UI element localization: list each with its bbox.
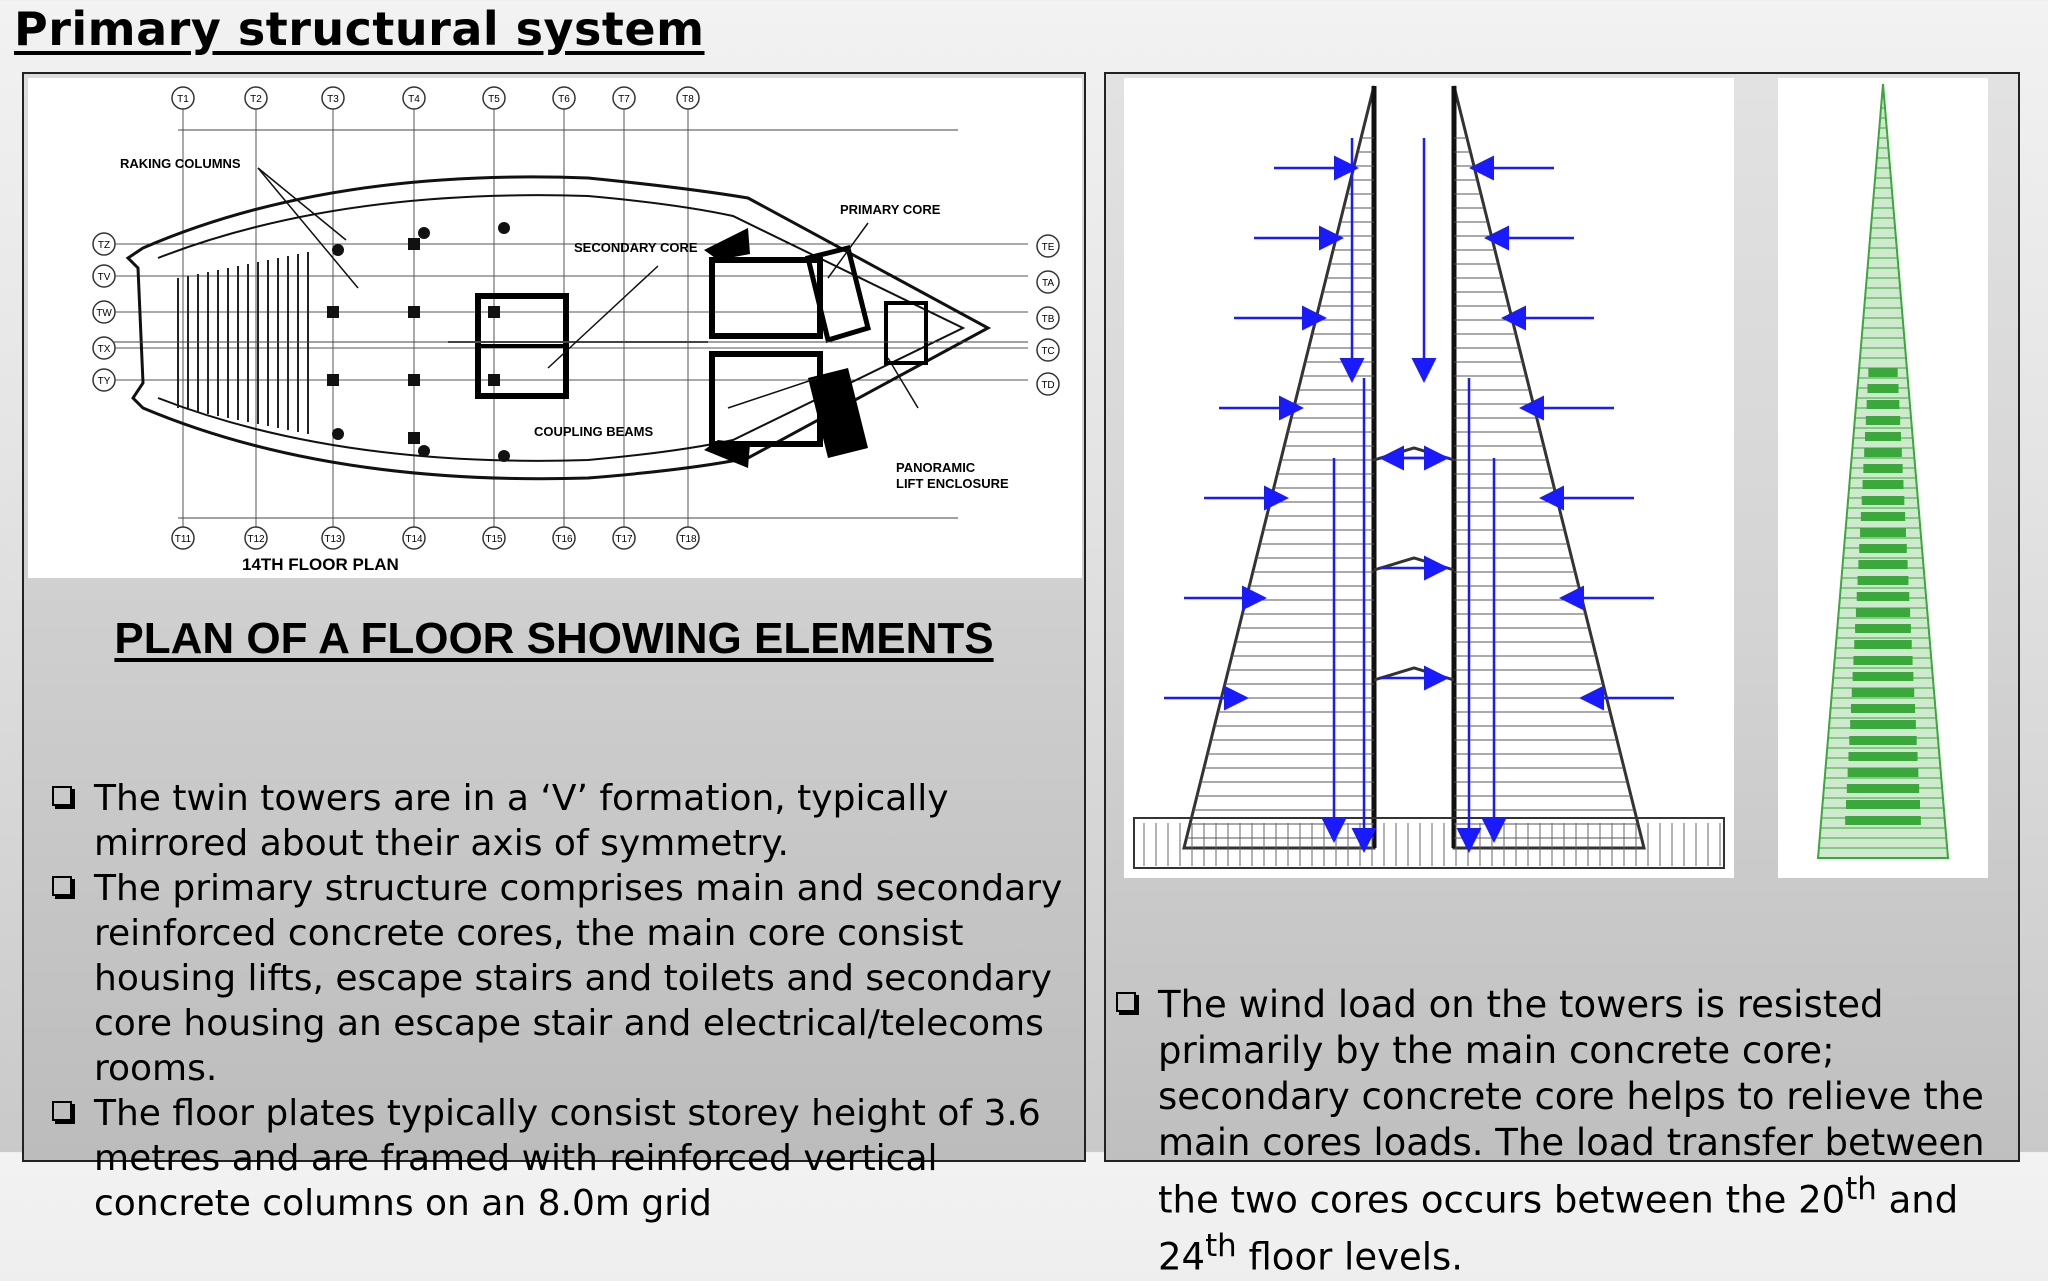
svg-text:T7: T7 bbox=[618, 94, 630, 105]
grid-bubble-top bbox=[613, 87, 635, 109]
label-primary-core: PRIMARY CORE bbox=[840, 202, 941, 217]
grid-bubble-top bbox=[483, 87, 505, 109]
bullet-item: The floor plates typically consist storey height of 3.6 metres and are framed with reinforced vertical concrete columns on an 8.0m grid bbox=[48, 1091, 1088, 1226]
svg-text:T11: T11 bbox=[174, 534, 192, 545]
svg-text:TD: TD bbox=[1041, 380, 1055, 391]
tower-elevation-drawing bbox=[1124, 78, 1734, 878]
svg-text:T5: T5 bbox=[488, 94, 500, 105]
grid-bubble-left bbox=[93, 265, 115, 287]
grid-bubble-bottom bbox=[172, 527, 194, 549]
floor-plan-drawing bbox=[28, 78, 1082, 578]
grid-bubble-top bbox=[553, 87, 575, 109]
svg-text:TE: TE bbox=[1041, 242, 1055, 253]
grid-bubble-right bbox=[1037, 373, 1059, 395]
plan-bullet-list bbox=[48, 776, 1088, 1226]
grid-bubble-bottom bbox=[322, 527, 344, 549]
grid-bubble-bottom bbox=[483, 527, 505, 549]
svg-text:TV: TV bbox=[97, 272, 111, 283]
grid-bubble-right bbox=[1037, 271, 1059, 293]
grid-bubble-left bbox=[93, 369, 115, 391]
grid-bubble-top bbox=[245, 87, 267, 109]
checkbox-bullet-icon bbox=[52, 1101, 72, 1121]
svg-text:T12: T12 bbox=[247, 534, 265, 545]
label-raking-columns: RAKING COLUMNS bbox=[120, 156, 241, 171]
svg-text:T17: T17 bbox=[615, 534, 633, 545]
grid-bubble-bottom bbox=[677, 527, 699, 549]
svg-text:T13: T13 bbox=[324, 534, 342, 545]
svg-text:TB: TB bbox=[1041, 314, 1055, 325]
grid-bubble-top bbox=[322, 87, 344, 109]
svg-text:T4: T4 bbox=[408, 94, 420, 105]
bullet-item: The primary structure comprises main and secondary reinforced concrete cores, the main core consist housing lifts, escape stairs and toilets and secondary core housing an escape stair and electrical/telecoms rooms. bbox=[48, 866, 1088, 1091]
section-heading: PLAN OF A FLOOR SHOWING ELEMENTS bbox=[114, 614, 994, 663]
svg-text:TY: TY bbox=[97, 376, 111, 387]
grid-bubble-top bbox=[172, 87, 194, 109]
label-lift-enclosure: LIFT ENCLOSURE bbox=[896, 476, 1009, 491]
svg-text:T14: T14 bbox=[405, 534, 423, 545]
grid-bubble-bottom bbox=[245, 527, 267, 549]
grid-bubble-right bbox=[1037, 307, 1059, 329]
checkbox-bullet-icon bbox=[52, 786, 72, 806]
grid-bubble-top bbox=[403, 87, 425, 109]
wind-bullet-list bbox=[1112, 982, 2016, 1281]
label-secondary-core: SECONDARY CORE bbox=[574, 240, 698, 255]
svg-text:T18: T18 bbox=[679, 534, 697, 545]
label-panoramic: PANORAMIC bbox=[896, 460, 976, 475]
grid-bubble-left bbox=[93, 233, 115, 255]
svg-text:TC: TC bbox=[1041, 346, 1055, 357]
label-coupling-beams: COUPLING BEAMS bbox=[534, 424, 654, 439]
bullet-item: The wind load on the towers is resisted primarily by the main concrete core; secondary concrete core helps to relieve the main cores loads. The load transfer between the two cores occurs between the 20th and 24th floor levels. bbox=[1112, 982, 2016, 1281]
floor-plan-panel bbox=[22, 72, 1086, 1224]
svg-text:T3: T3 bbox=[327, 94, 339, 105]
svg-text:T1: T1 bbox=[177, 94, 189, 105]
svg-text:TA: TA bbox=[1041, 278, 1055, 289]
grid-bubble-left bbox=[93, 337, 115, 359]
grid-bubble-bottom bbox=[613, 527, 635, 549]
svg-text:T15: T15 bbox=[485, 534, 503, 545]
svg-text:T8: T8 bbox=[682, 94, 694, 105]
svg-text:T2: T2 bbox=[250, 94, 262, 105]
bullet-item: The twin towers are in a ‘V’ formation, typically mirrored about their axis of symmetry. bbox=[48, 776, 1088, 866]
label-floor-plan: 14TH FLOOR PLAN bbox=[242, 555, 399, 574]
svg-text:TZ: TZ bbox=[97, 240, 111, 251]
checkbox-bullet-icon bbox=[1116, 992, 1136, 1012]
wind-load-panel bbox=[1104, 72, 2020, 1279]
grid-bubble-top bbox=[677, 87, 699, 109]
svg-text:T16: T16 bbox=[555, 534, 573, 545]
checkbox-bullet-icon bbox=[52, 876, 72, 896]
grid-bubble-bottom bbox=[403, 527, 425, 549]
svg-text:T6: T6 bbox=[558, 94, 570, 105]
svg-text:TX: TX bbox=[97, 344, 111, 355]
tower-3d-model bbox=[1778, 78, 1988, 878]
svg-text:TW: TW bbox=[96, 308, 112, 319]
grid-bubble-right bbox=[1037, 339, 1059, 361]
grid-bubble-bottom bbox=[553, 527, 575, 549]
page-title: Primary structural system bbox=[14, 2, 705, 56]
grid-bubble-right bbox=[1037, 235, 1059, 257]
grid-bubble-left bbox=[93, 301, 115, 323]
